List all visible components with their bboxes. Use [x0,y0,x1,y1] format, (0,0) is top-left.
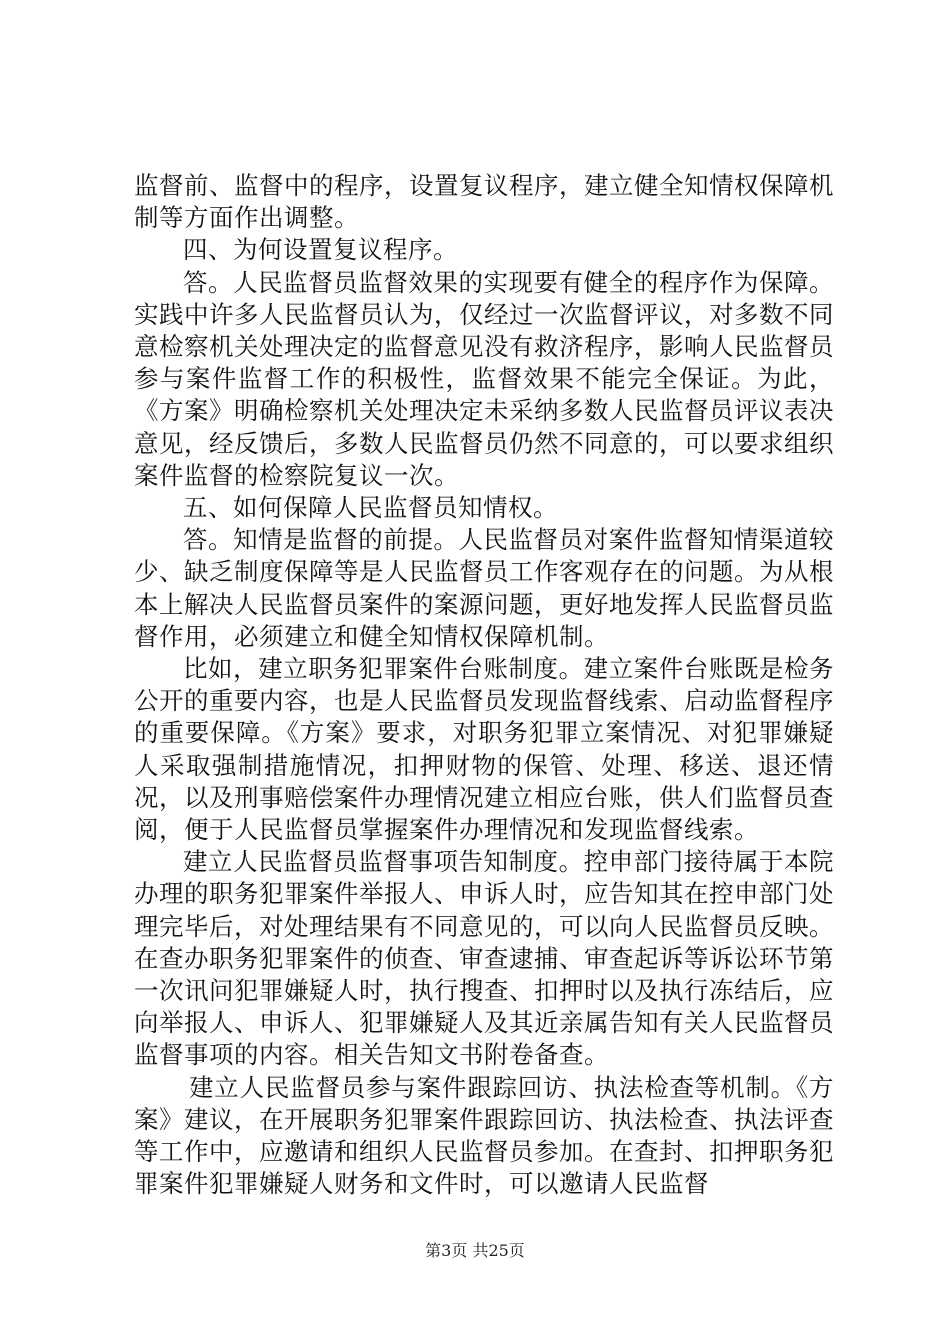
paragraph-case-ledger: 比如，建立职务犯罪案件台账制度。建立案件台账既是检务公开的重要内容，也是人民监督员发现监督线索、启动监督程序的重要保障。《方案》要求，对职务犯罪立案情况、对犯罪嫌疑人采取强制措施情况，扣押财物的保管、处理、移送、退还情况，以及刑事赔偿案件办理情况建立相应台账，供人们监督员查阅，便于人民监督员掌握案件办理情况和发现监督线索。 [134,654,834,845]
answer-paragraph-five: 答。知情是监督的前提。人民监督员对案件监督知情渠道较少、缺乏制度保障等是人民监督员工作客观存在的问题。为从根本上解决人民监督员案件的案源问题，更好地发挥人民监督员监督作用，必须建立和健全知情权保障机制。 [134,525,834,651]
paragraph-continuation: 监督前、监督中的程序，设置复议程序，建立健全知情权保障机制等方面作出调整。 [134,171,834,233]
paragraph-notification-system: 建立人民监督员监督事项告知制度。控申部门接待属于本院办理的职务犯罪案件举报人、申诉人时，应告知其在控申部门处理完毕后，对处理结果有不同意见的，可以向人民监督员反映。在查办职务犯罪案件的侦查、审查逮捕、审查起诉等诉讼环节第一次讯问犯罪嫌疑人时，执行搜查、扣押时以及执行冻结后，应向举报人、申诉人、犯罪嫌疑人及其近亲属告知有关人民监督员监督事项的内容。相关告知文书附卷备查。 [134,847,834,1070]
paragraph-followup-mechanism: 建立人民监督员参与案件跟踪回访、执法检查等机制。《方案》建议，在开展职务犯罪案件跟踪回访、执法检查、执法评查等工作中，应邀请和组织人民监督员参加。在查封、扣押职务犯罪案件犯罪嫌疑人财务和文件时，可以邀请人民监督 [134,1072,834,1199]
answer-paragraph-four: 答。人民监督员监督效果的实现要有健全的程序作为保障。实践中许多人民监督员认为，仅经过一次监督评议，对多数不同意检察机关处理决定的监督意见没有救济程序，影响人民监督员参与案件监督工作的积极性，监督效果不能完全保证。为此，《方案》明确检察机关处理决定未采纳多数人民监督员评议表决意见，经反馈后，多数人民监督员仍然不同意的，可以要求组织案件监督的检察院复议一次。 [134,267,834,490]
section-heading-five: 五、如何保障人民监督员知情权。 [183,493,558,523]
document-body [134,170,834,1201]
section-heading-four: 四、为何设置复议程序。 [183,235,458,265]
page-number-footer: 第3页 共25页 [425,1241,525,1260]
